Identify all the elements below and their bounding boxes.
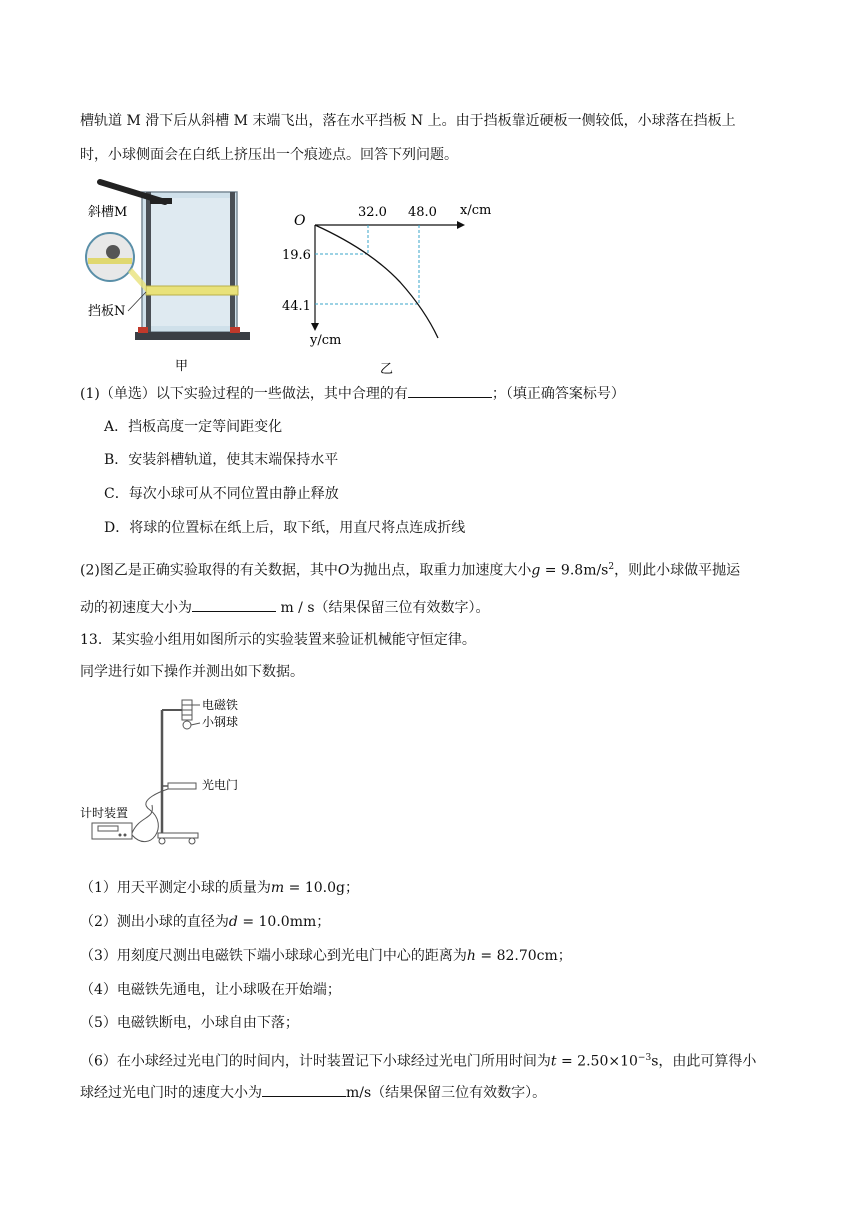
ball-icon (106, 245, 120, 259)
step-6-answer-blank[interactable] (262, 1082, 346, 1097)
y-tick-19.6: 19.6 (282, 248, 311, 263)
q1-answer-blank[interactable] (408, 383, 492, 398)
step-3: （3）用刻度尺测出电磁铁下端小球球心到光电门中心的距离为h = 82.70cm； (80, 948, 572, 964)
step-4: （4）电磁铁先通电，让小球吸在开始端； (80, 982, 341, 998)
q1-option-c: C．每次小球可从不同位置由静止释放 (104, 486, 339, 502)
step-6-line-1: （6）在小球经过光电门的时间内，计时装置记下小球经过光电门所用时间为$t = 2.50\times 10^{-3}s$，由此可算得小 (80, 1053, 757, 1070)
x-axis-label: x/cm (460, 203, 492, 218)
y-tick-44.1: 44.1 (282, 299, 311, 314)
label-board: 挡板N (88, 304, 126, 319)
x-tick-48: 48.0 (408, 205, 437, 220)
q13-sub: 同学进行如下操作并测出如下数据。 (80, 664, 304, 680)
photogate (168, 783, 196, 789)
figure-jia (80, 172, 280, 372)
x-tick-32: 32.0 (358, 205, 387, 220)
q1-option-b: B．安装斜槽轨道，使其末端保持水平 (104, 452, 339, 468)
q1-stem: (1)（单选）以下实验过程的一些做法，其中合理的有 ；（填正确答案标号） (80, 383, 625, 404)
step-6-line-2: 球经过光电门时的速度大小为 m/s（结果保留三位有效数字）。 (80, 1082, 546, 1103)
baffle-n (146, 286, 238, 295)
q2-line-2: 动的初速度大小为 m / s（结果保留三位有效数字）。 (80, 597, 490, 618)
intro-line-2: 时，小球侧面会在白纸上挤压出一个痕迹点。回答下列问题。 (80, 147, 458, 163)
base (135, 332, 250, 340)
intro-line-1: 槽轨道 M 滑下后从斜槽 M 末端飞出，落在水平挡板 N 上。由于挡板靠近硬板一侧较低，小球落在挡板上 (80, 113, 736, 129)
label-ball: 小钢球 (202, 715, 239, 729)
q2-line-1: (2)图乙是正确实验取得的有关数据，其中O为抛出点，取重力加速度大小$g = 9.8m/s^2$，则此小球做平抛运 (80, 562, 741, 579)
paper-sheet (150, 198, 230, 326)
figure-yi (280, 198, 510, 376)
q2-answer-blank[interactable] (192, 597, 276, 612)
y-axis-label: y/cm (310, 333, 342, 348)
figure-13 (80, 695, 260, 855)
label-chute: 斜槽M (88, 205, 128, 220)
origin-label: O (294, 213, 306, 229)
step-1: （1）用天平测定小球的质量为m = 10.0g； (80, 880, 359, 896)
trajectory-curve (315, 225, 438, 338)
q1-option-a: A．挡板高度一定等间距变化 (104, 419, 283, 435)
steel-ball (183, 721, 191, 729)
label-magnet: 电磁铁 (202, 698, 239, 712)
label-timer: 计时装置 (80, 806, 129, 820)
caption-yi: 乙 (380, 362, 394, 376)
left-post (146, 192, 151, 337)
q1-option-d: D．将球的位置标在纸上后，取下纸，用直尺将点连成折线 (104, 520, 466, 536)
q13-title: 13．某实验小组用如图所示的实验装置来验证机械能守恒定律。 (80, 632, 476, 648)
step-5: （5）电磁铁断电，小球自由下落； (80, 1015, 299, 1031)
label-gate: 光电门 (202, 778, 239, 792)
step-2: （2）测出小球的直径为d = 10.0mm； (80, 914, 331, 930)
caption-jia: 甲 (175, 359, 189, 372)
right-post (230, 192, 235, 337)
